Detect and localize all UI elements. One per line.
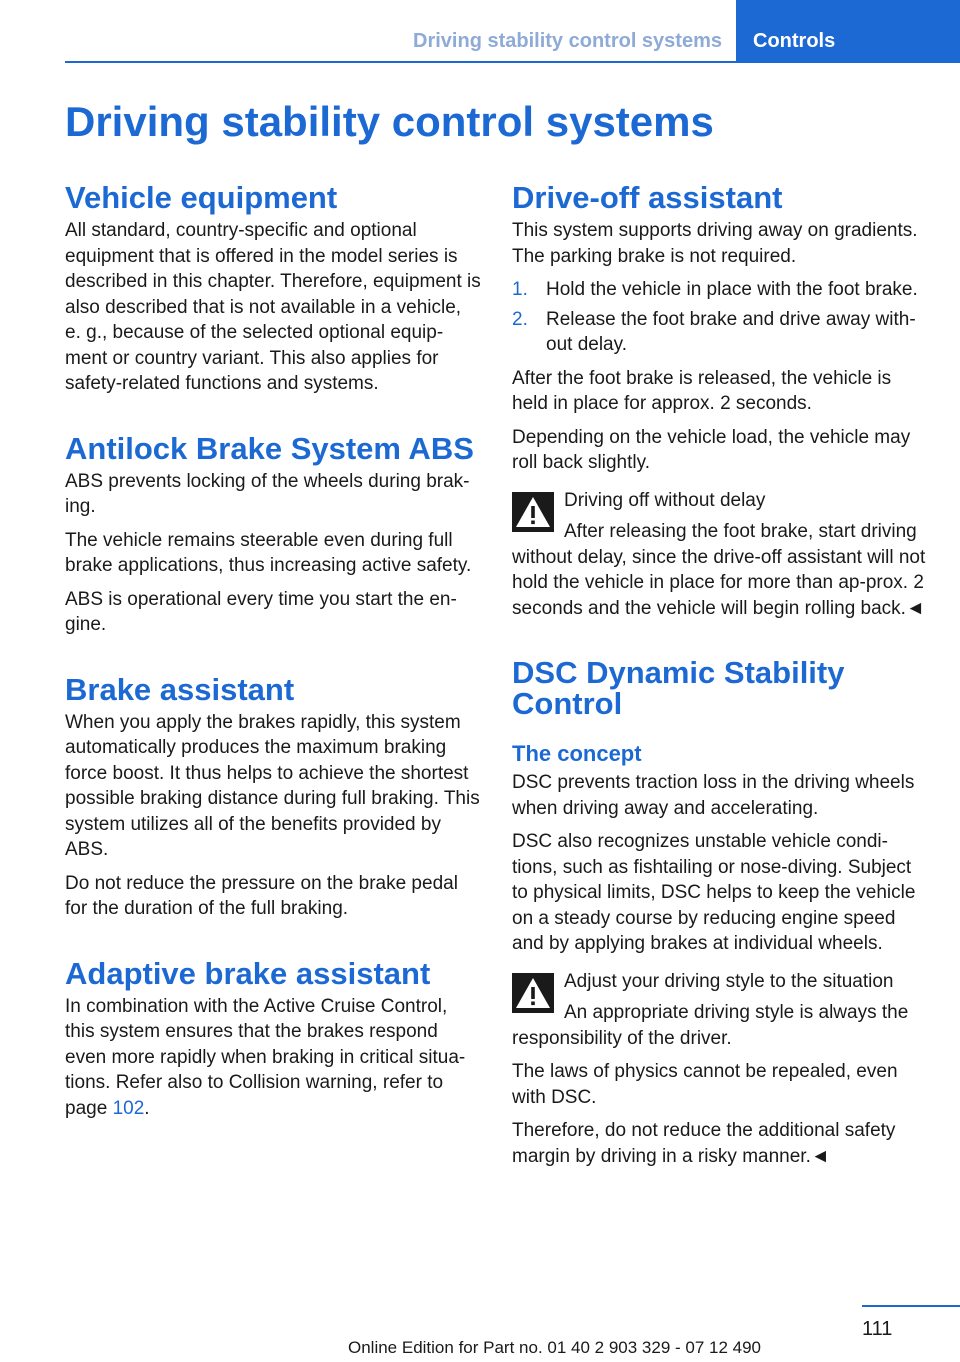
page-title: Driving stability control systems xyxy=(65,98,714,145)
heading-dsc: DSC Dynamic Stability Control xyxy=(512,655,845,721)
warning-block-drive-off xyxy=(512,488,928,622)
warning-icon xyxy=(512,492,554,532)
text-vehicle-equipment: All standard, country-specific and optional equipment that is offered in the model series is described in this chapter. Therefore, equipment is also described that is not available in a vehicle, e. g., because of the selected optional equip-ment or country variant. This also applies for safety-related functions and systems. xyxy=(65,220,481,394)
page-reference-link[interactable]: 102 xyxy=(112,1097,145,1119)
warning-title: Driving off without delay xyxy=(564,489,766,511)
text-adaptive-brake-assistant xyxy=(65,994,481,1122)
text-brake-assistant-1: When you apply the brakes rapidly, this system automatically produces the maximum braking force boost. It thus helps to achieve the shortest possible braking distance during full braking. This system utilizes all of the benefits provided by ABS. xyxy=(65,711,480,860)
text-abs-2: The vehicle remains steerable even during full brake applications, thus increasing active safety. xyxy=(65,529,472,576)
section-dsc xyxy=(512,657,928,1169)
edition-footer: Online Edition for Part no. 01 40 2 903 329 - 07 12 490 xyxy=(348,1338,762,1357)
warning-title: Adjust your driving style to the situation xyxy=(564,970,894,992)
step-number: 2. xyxy=(512,308,528,330)
subheading-the-concept: The concept xyxy=(512,741,642,766)
text-dsc-1: DSC prevents traction loss in the driving wheels when driving away and accelerating. xyxy=(512,772,915,819)
text-adaptive-body: In combination with the Active Cruise Control, this system ensures that the brakes respond even more rapidly when braking in critical situa-tions. Refer also to Collision warning, refer to page xyxy=(65,995,466,1119)
list-item xyxy=(512,307,928,358)
text-drive-off-intro: This system supports driving away on gradients. The parking brake is not required. xyxy=(512,220,918,267)
heading-vehicle-equipment: Vehicle equipment xyxy=(65,180,338,215)
warning-body: An appropriate driving style is always the responsibility of the driver. xyxy=(512,1002,909,1049)
warning-block-dsc xyxy=(512,969,928,1052)
page-header xyxy=(0,0,960,62)
left-column xyxy=(65,182,481,1145)
text-adaptive-trail: . xyxy=(144,1097,150,1119)
text-abs-1: ABS prevents locking of the wheels during brak-ing. xyxy=(65,470,470,517)
step-text: Hold the vehicle in place with the foot brake. xyxy=(546,279,918,300)
section-vehicle-equipment xyxy=(65,182,481,397)
text-drive-off-2: Depending on the vehicle load, the vehicle may roll back slightly. xyxy=(512,426,911,473)
text-dsc-2: DSC also recognizes unstable vehicle condi-tions, such as fishtailing or nose-diving. Subject to physical limits, DSC helps to keep the vehicle on a steady course by reducing engine speed and by applying brakes at individual wheels. xyxy=(512,831,916,954)
text-dsc-4: Therefore, do not reduce the additional safety margin by driving in a risky manner.◄ xyxy=(512,1120,896,1167)
step-text: Release the foot brake and drive away with-out delay. xyxy=(546,308,916,355)
warning-body: After releasing the foot brake, start driving without delay, since the drive-off assistant will not hold the vehicle in place for more than ap-prox. 2 seconds and the vehicle will begin rolling back.◄ xyxy=(512,521,926,619)
header-rule xyxy=(65,61,960,63)
heading-adaptive-brake-assistant: Adaptive brake assistant xyxy=(65,955,431,991)
section-brake-assistant xyxy=(65,671,481,922)
footer-rule xyxy=(862,1305,960,1307)
page-number: 111 xyxy=(862,1318,893,1340)
section-drive-off-assistant xyxy=(512,182,928,621)
header-chapter-tab xyxy=(736,0,960,62)
section-abs xyxy=(65,430,481,638)
heading-drive-off-assistant: Drive-off assistant xyxy=(512,180,783,215)
step-number: 1. xyxy=(512,279,528,300)
heading-brake-assistant: Brake assistant xyxy=(65,671,295,707)
right-column xyxy=(512,182,928,1193)
header-section-title: Driving stability control systems xyxy=(413,30,722,52)
heading-abs: Antilock Brake System ABS xyxy=(65,430,474,466)
text-brake-assistant-2: Do not reduce the pressure on the brake pedal for the duration of the full braking. xyxy=(65,872,458,919)
drive-off-steps xyxy=(512,277,928,358)
section-adaptive-brake-assistant xyxy=(65,955,481,1122)
text-drive-off-1: After the foot brake is released, the vehicle is held in place for approx. 2 seconds. xyxy=(512,367,892,414)
list-item xyxy=(512,277,928,303)
header-chapter-label: Controls xyxy=(753,30,836,52)
warning-icon xyxy=(512,973,554,1013)
text-dsc-3: The laws of physics cannot be repealed, even with DSC. xyxy=(512,1061,898,1108)
text-abs-3: ABS is operational every time you start the en-gine. xyxy=(65,588,457,635)
